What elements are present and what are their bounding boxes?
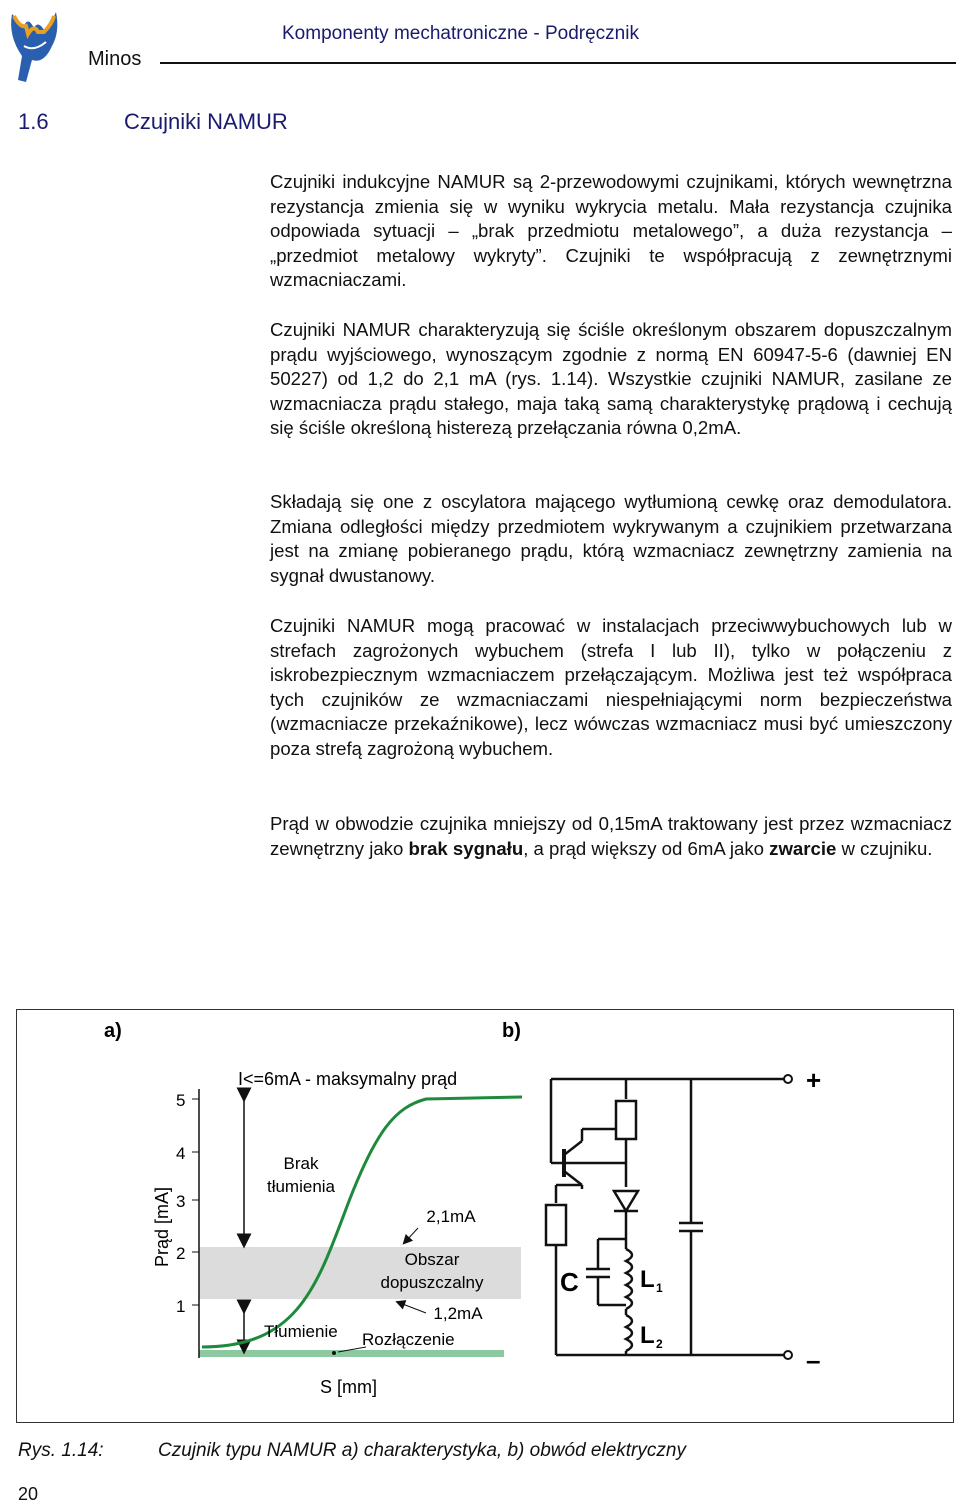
y-axis-label: Prąd [mA] — [152, 1186, 172, 1267]
label-a: a) — [104, 1020, 122, 1042]
p5-text-e: w czujniku. — [836, 837, 933, 859]
p5-bold-no-signal: brak sygnału — [408, 837, 524, 859]
max-current-label: I<=6mA - maksymalny prąd — [238, 1069, 458, 1089]
y-tick-label-5: 5 — [176, 1091, 186, 1110]
namur-figure — [16, 1009, 954, 1423]
y-tick-label-2: 2 — [176, 1244, 186, 1263]
y-tick-label-3: 3 — [176, 1192, 186, 1211]
y-tick-label-4: 4 — [176, 1144, 186, 1163]
lower-limit-pointer — [400, 1303, 426, 1313]
figure-caption-label: Rys. 1.14: — [18, 1440, 104, 1461]
disconnect-label: Rozłączenie — [362, 1330, 455, 1349]
label-b: b) — [502, 1020, 521, 1042]
damping-label: Tłumienie — [264, 1322, 338, 1341]
figure-caption-text: Czujnik typu NAMUR a) charakterystyka, b) obwód elektryczny — [158, 1440, 686, 1461]
y-tick-label-1: 1 — [176, 1297, 186, 1316]
baseline-band — [199, 1350, 504, 1357]
negative-terminal — [784, 1351, 792, 1359]
minus-sign: – — [806, 1345, 821, 1375]
p5-bold-short: zwarcie — [769, 837, 837, 859]
disconnect-point — [332, 1351, 336, 1355]
document-title: Komponenty mechatroniczne - Podręcznik — [282, 23, 639, 44]
lower-limit-label: 1,2mA — [433, 1304, 483, 1323]
no-damping-line2: tłumienia — [266, 1177, 336, 1196]
upper-limit-label: 2,1mA — [426, 1207, 476, 1226]
coil2-subscript: 2 — [656, 1337, 663, 1351]
coil1-subscript: 1 — [656, 1281, 663, 1295]
header-rule — [160, 62, 956, 64]
minos-logo — [4, 6, 66, 86]
p5-text-c: , a prąd większy od 6mA jako — [523, 837, 770, 859]
paragraph-4: Czujniki NAMUR mogą pracować w instalacjach przeciwwybuchowych lub w strefach zagrożonych wybuchem (strefa I lub II), tylko w połączeniu z iskrobezpiecznym wzmacniaczem przełączającym. Możliwa jest też współpraca tych czujników ze wzmacniaczami niespełniającymi norm bezpieczeństwa (wzmacniacze przekaźnikowe), lecz wówczas wzmacniacz musi być umieszczony poza strefą zagrożoną wybuchem. — [270, 615, 952, 759]
zone-label-line1: Obszar — [404, 1250, 460, 1269]
page-number: 20 — [18, 1484, 39, 1504]
coil2-label: L — [640, 1322, 655, 1349]
paragraph-3: Składają się one z oscylatora mającego wytłumioną cewkę oraz demodulatora. Zmiana odległości między przedmiotem wykrywanym a czujnikiem przetwarzana jest na zmianę pobieranego prądu, którą wzmacniacz zewnętrzny zamienia na sygnał dwustanowy. — [270, 491, 952, 586]
section-title: Czujniki NAMUR — [124, 109, 288, 134]
x-axis-label: S [mm] — [320, 1377, 377, 1397]
positive-terminal — [784, 1075, 792, 1083]
paragraph-2: Czujniki NAMUR charakteryzują się ściśle określonym obszarem dopuszczalnym prądu wyjściowego, wynoszącym zgodnie z normą EN 60947-5-6 (dawniej EN 50227) od 1,2 do 2,1 mA (rys. 1.14). Wszystkie czujniki NAMUR, zasilane ze wzmacniacza prądu stałego, maja taką samą charakterystykę prądową i cechują się ściśle określoną histerezą przełączania równa 0,2mA. — [270, 319, 952, 439]
no-damping-line1: Brak — [283, 1154, 319, 1173]
coil1-label: L — [640, 1266, 655, 1293]
upper-limit-pointer — [406, 1228, 418, 1241]
paragraph-5 — [270, 812, 952, 861]
p5-text-a: Prąd w obwodzie czujnika mniejszy od 0,15mA traktowany jest przez wzmacniacz zewnętrzny jako — [270, 813, 952, 859]
circuit-diagram — [546, 1079, 788, 1355]
brand-name: Minos — [88, 48, 142, 70]
section-number: 1.6 — [18, 109, 49, 134]
capacitor-label: C — [560, 1267, 579, 1297]
paragraph-1: Czujniki indukcyjne NAMUR są 2-przewodowymi czujnikami, których wewnętrzna rezystancja zmienia się w wyniku wykrycia metalu. Mała rezystancja czujnika odpowiada sytuacji – „brak przedmiotu metalowego”, a duża rezystancja – „przedmiot metalowy wykryty”. Czujniki te współpracują z zewnętrznymi wzmacniaczami. — [270, 171, 952, 291]
zone-label-line2: dopuszczalny — [380, 1273, 484, 1292]
plus-sign: + — [806, 1065, 822, 1095]
